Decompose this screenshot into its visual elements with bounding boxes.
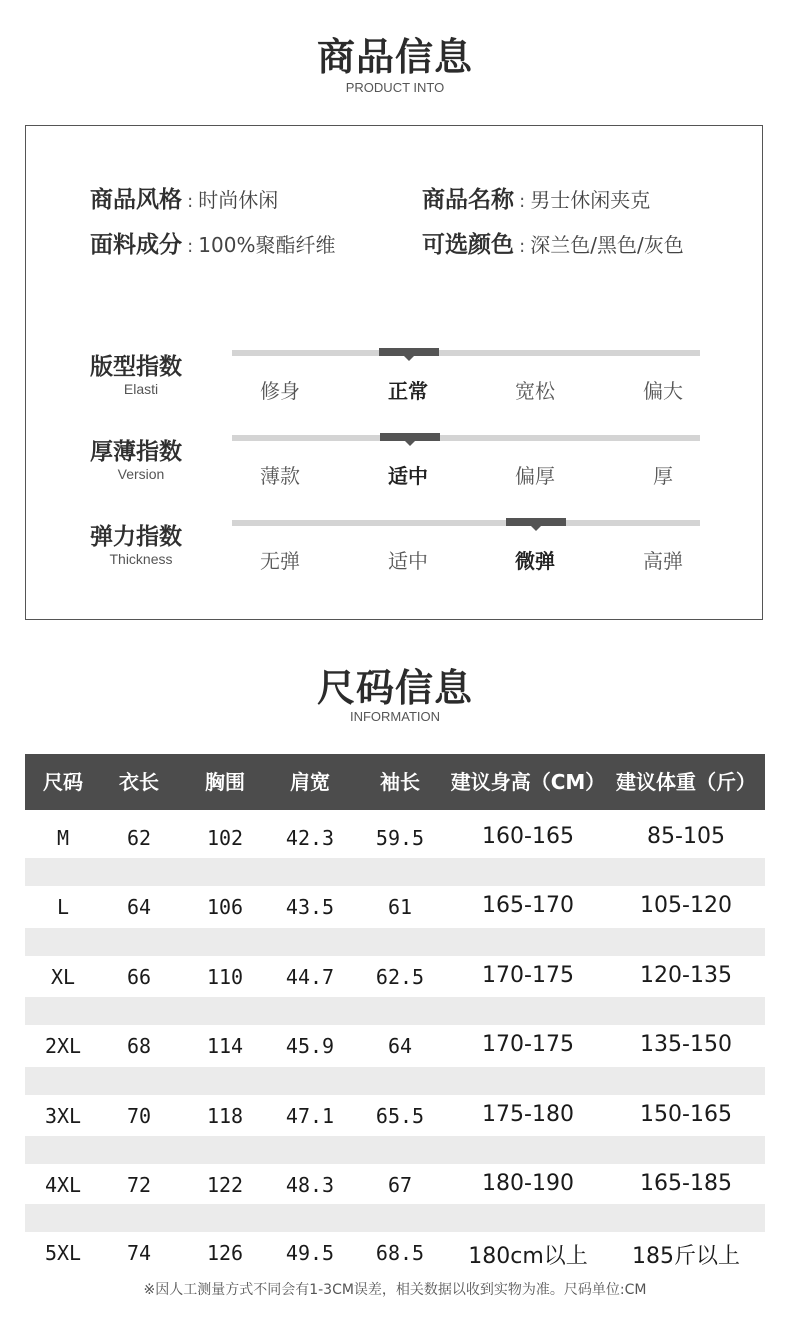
attribute-value: 时尚休闲 bbox=[198, 188, 279, 212]
index-option: 偏大 bbox=[643, 379, 683, 403]
row-divider bbox=[25, 997, 765, 1025]
table-cell: 180cm以上 bbox=[468, 1244, 588, 1269]
attribute-colors bbox=[422, 226, 684, 259]
column-header: 尺码 bbox=[43, 770, 83, 794]
column-header: 胸围 bbox=[205, 770, 245, 794]
attribute-colon: : bbox=[519, 191, 526, 212]
table-cell: 120-135 bbox=[640, 963, 732, 988]
attribute-label: 商品名称 bbox=[422, 187, 514, 213]
attribute-value: 深兰色/黑色/灰色 bbox=[530, 233, 684, 257]
attribute-colon: : bbox=[187, 191, 194, 212]
table-cell: 64 bbox=[126, 895, 152, 919]
table-cell: 66 bbox=[126, 965, 152, 989]
column-header: 袖长 bbox=[380, 770, 420, 794]
index-marker bbox=[379, 348, 439, 356]
table-cell: 118 bbox=[206, 1104, 244, 1128]
product-section-title: 商品信息 bbox=[316, 35, 473, 79]
index-subtitle-thickness: Version bbox=[117, 466, 165, 482]
table-cell: 64 bbox=[387, 1034, 413, 1058]
index-option: 高弹 bbox=[643, 549, 683, 573]
index-option: 薄款 bbox=[260, 464, 300, 488]
table-cell: 175-180 bbox=[482, 1102, 574, 1127]
table-cell: 110 bbox=[206, 965, 244, 989]
column-header: 衣长 bbox=[119, 770, 159, 794]
table-cell: 45.9 bbox=[285, 1034, 335, 1058]
table-cell: 3XL bbox=[44, 1104, 82, 1128]
index-title-elasticity: 弹力指数 bbox=[90, 524, 182, 550]
table-cell: 105-120 bbox=[640, 893, 732, 918]
table-cell: 114 bbox=[206, 1034, 244, 1058]
table-cell: 74 bbox=[126, 1241, 152, 1265]
table-cell: 122 bbox=[206, 1173, 244, 1197]
attribute-label: 可选颜色 bbox=[422, 232, 514, 258]
column-header: 肩宽 bbox=[290, 770, 330, 794]
table-cell: 126 bbox=[206, 1241, 244, 1265]
index-title-thickness: 厚薄指数 bbox=[90, 439, 182, 465]
size-section-title: 尺码信息 bbox=[316, 666, 473, 710]
table-cell: 61 bbox=[387, 895, 413, 919]
table-cell: 5XL bbox=[44, 1241, 82, 1265]
attribute-label: 商品风格 bbox=[90, 187, 182, 213]
table-cell: 59.5 bbox=[375, 826, 425, 850]
table-cell: 165-185 bbox=[640, 1171, 732, 1196]
table-cell: 43.5 bbox=[285, 895, 335, 919]
index-marker bbox=[380, 433, 440, 441]
row-divider bbox=[25, 1136, 765, 1164]
table-cell: 165-170 bbox=[482, 893, 574, 918]
index-subtitle-fit: Elasti bbox=[123, 381, 159, 397]
attribute-colon: : bbox=[519, 236, 526, 257]
index-option: 偏厚 bbox=[515, 464, 555, 488]
measurement-note: ※因人工测量方式不同会有1-3CM误差，相关数据以收到实物为准。尺码单位:CM bbox=[143, 1282, 647, 1298]
table-cell: 2XL bbox=[44, 1034, 82, 1058]
table-cell: 185斤以上 bbox=[632, 1244, 740, 1269]
index-title-fit: 版型指数 bbox=[90, 354, 182, 380]
index-option-selected: 正常 bbox=[388, 379, 428, 403]
index-option: 无弹 bbox=[260, 549, 300, 573]
size-section-subtitle: INFORMATION bbox=[349, 709, 441, 724]
table-cell: 180-190 bbox=[482, 1171, 574, 1196]
attribute-value: 100%聚酯纤维 bbox=[198, 233, 336, 257]
index-option: 宽松 bbox=[515, 379, 555, 403]
attribute-label: 面料成分 bbox=[90, 232, 182, 258]
table-cell: 68.5 bbox=[375, 1241, 425, 1265]
table-cell: 62.5 bbox=[375, 965, 425, 989]
table-cell: XL bbox=[50, 965, 76, 989]
table-cell: 102 bbox=[206, 826, 244, 850]
size-table-header bbox=[25, 754, 765, 810]
index-marker bbox=[506, 518, 566, 526]
table-cell: 170-175 bbox=[482, 1032, 574, 1057]
table-cell: 67 bbox=[387, 1173, 413, 1197]
table-cell: 135-150 bbox=[640, 1032, 732, 1057]
table-cell: 65.5 bbox=[375, 1104, 425, 1128]
index-option: 适中 bbox=[388, 549, 428, 573]
index-track-thickness bbox=[232, 435, 700, 441]
table-cell: 44.7 bbox=[285, 965, 335, 989]
table-cell: 47.1 bbox=[285, 1104, 335, 1128]
table-cell: 68 bbox=[126, 1034, 152, 1058]
row-divider bbox=[25, 1204, 765, 1232]
table-cell: 160-165 bbox=[482, 824, 574, 849]
index-option-selected: 适中 bbox=[388, 464, 428, 488]
index-option: 修身 bbox=[260, 379, 300, 403]
product-section-subtitle: PRODUCT INTO bbox=[345, 80, 445, 95]
index-track-elasticity bbox=[232, 520, 700, 526]
table-cell: 42.3 bbox=[285, 826, 335, 850]
table-cell: 72 bbox=[126, 1173, 152, 1197]
table-cell: 150-165 bbox=[640, 1102, 732, 1127]
table-cell: 48.3 bbox=[285, 1173, 335, 1197]
attribute-style bbox=[90, 181, 278, 214]
index-option: 厚 bbox=[653, 464, 673, 488]
index-track-fit bbox=[232, 350, 700, 356]
attribute-fabric bbox=[90, 226, 335, 259]
index-option-selected: 微弹 bbox=[515, 549, 555, 573]
index-subtitle-elasticity: Thickness bbox=[109, 551, 173, 567]
table-cell: 62 bbox=[126, 826, 152, 850]
table-cell: 85-105 bbox=[647, 824, 725, 849]
table-cell: 70 bbox=[126, 1104, 152, 1128]
table-cell: 106 bbox=[206, 895, 244, 919]
row-divider bbox=[25, 928, 765, 956]
attribute-name bbox=[422, 181, 650, 214]
attribute-colon: : bbox=[187, 236, 194, 257]
table-cell: 49.5 bbox=[285, 1241, 335, 1265]
table-cell: 170-175 bbox=[482, 963, 574, 988]
table-cell: M bbox=[56, 826, 70, 850]
column-header: 建议体重（斤） bbox=[616, 770, 756, 794]
row-divider bbox=[25, 858, 765, 886]
table-cell: L bbox=[56, 895, 70, 919]
row-divider bbox=[25, 1067, 765, 1095]
attribute-value: 男士休闲夹克 bbox=[530, 188, 651, 212]
table-cell: 4XL bbox=[44, 1173, 82, 1197]
column-header: 建议身高（CM） bbox=[450, 770, 606, 794]
